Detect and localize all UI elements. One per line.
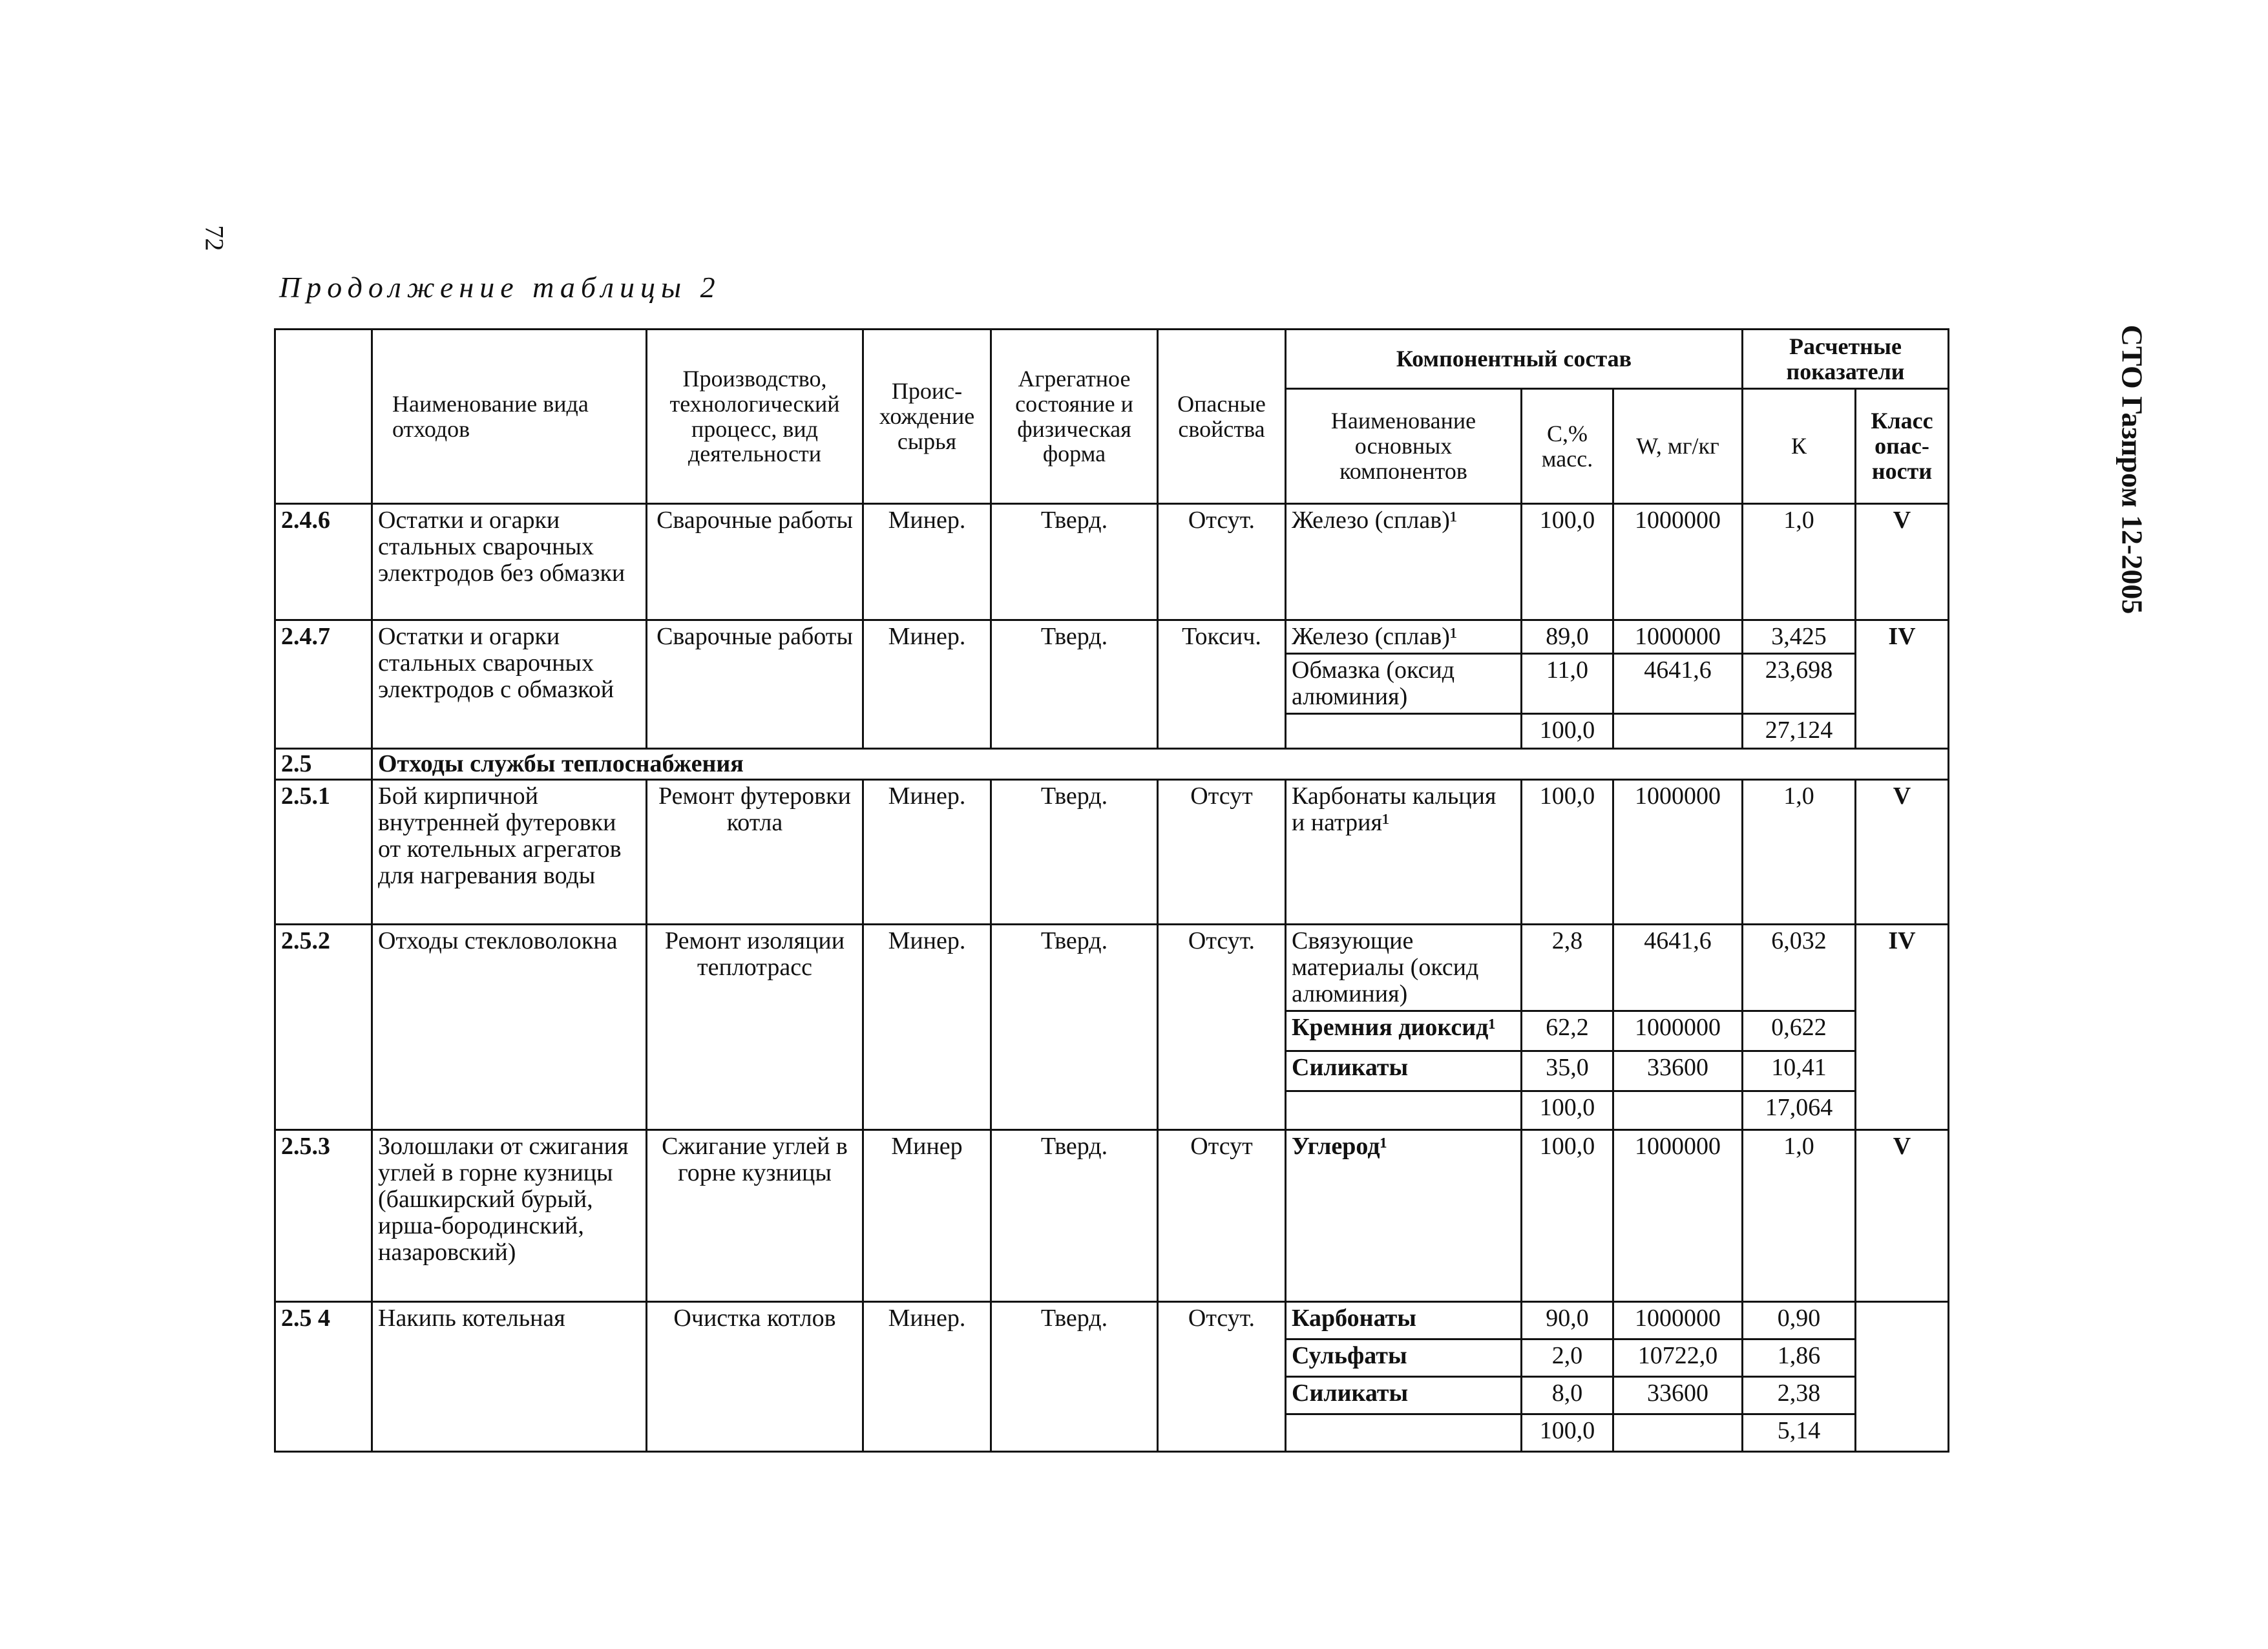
component-w: 4641,6: [1613, 925, 1743, 1011]
waste-table: [274, 328, 1949, 1453]
component-w: 1000000: [1613, 1130, 1743, 1302]
component-name: Карбонаты: [1286, 1302, 1522, 1339]
header-c-mass: С,% масс.: [1522, 389, 1613, 504]
component-c: 8,0: [1522, 1377, 1613, 1414]
total-k: 27,124: [1743, 714, 1856, 749]
row-origin: Минер.: [863, 504, 991, 620]
component-c: 2,0: [1522, 1339, 1613, 1377]
total-w: [1613, 1091, 1743, 1130]
row-state: Тверд.: [991, 504, 1158, 620]
total-c: 100,0: [1522, 714, 1613, 749]
component-w: 4641,6: [1613, 654, 1743, 714]
component-c: 62,2: [1522, 1011, 1613, 1051]
table-row: [275, 504, 1949, 620]
component-k: 0,622: [1743, 1011, 1856, 1051]
component-k: 3,425: [1743, 620, 1856, 654]
row-origin: Минер: [863, 1130, 991, 1302]
row-name: Отходы стекловолокна: [372, 925, 647, 1130]
header-row-1: [275, 330, 1949, 389]
row-code: 2.5.3: [275, 1130, 372, 1302]
component-name: Обмазка (оксид алюминия): [1286, 654, 1522, 714]
row-state: Тверд.: [991, 780, 1158, 925]
section-title: Отходы службы теплоснабжения: [372, 749, 1949, 780]
component-name: Карбонаты кальция и натрия¹: [1286, 780, 1522, 925]
row-code: 2.5.2: [275, 925, 372, 1130]
page-number: 72: [200, 225, 229, 251]
header-name: Наименование вида отходов: [372, 330, 647, 504]
component-k: 1,0: [1743, 780, 1856, 925]
component-name: Силикаты: [1286, 1051, 1522, 1091]
row-code: 2.5.1: [275, 780, 372, 925]
section-code: 2.5: [275, 749, 372, 780]
component-w: 33600: [1613, 1051, 1743, 1091]
component-name: Силикаты: [1286, 1377, 1522, 1414]
component-name: Связующие материалы (оксид алюминия): [1286, 925, 1522, 1011]
row-name: Остатки и огарки стальных сварочных электродов с обмазкой: [372, 620, 647, 749]
header-origin: Проис-хождение сырья: [863, 330, 991, 504]
header-production: Производство, технологический процесс, вид деятельности: [647, 330, 863, 504]
row-name: Бой кирпичной внутренней футеровки от котельных агрегатов для нагревания воды: [372, 780, 647, 925]
total-c: 100,0: [1522, 1091, 1613, 1130]
row-class: [1856, 1302, 1949, 1452]
header-state: Агрегатное состояние и физическая форма: [991, 330, 1158, 504]
component-k: 0,90: [1743, 1302, 1856, 1339]
row-name: Накипь котельная: [372, 1302, 647, 1452]
row-code: 2.5 4: [275, 1302, 372, 1452]
row-class: V: [1856, 1130, 1949, 1302]
row-production: Очистка котлов: [647, 1302, 863, 1452]
row-class: V: [1856, 780, 1949, 925]
component-w: 1000000: [1613, 1302, 1743, 1339]
component-k: 2,38: [1743, 1377, 1856, 1414]
component-c: 11,0: [1522, 654, 1613, 714]
row-origin: Минер.: [863, 620, 991, 749]
row-state: Тверд.: [991, 620, 1158, 749]
table-row: [275, 620, 1949, 654]
row-production: Сварочные работы: [647, 504, 863, 620]
total-w: [1613, 1414, 1743, 1452]
header-calc: Расчетные показатели: [1743, 330, 1949, 389]
table-row: [275, 1130, 1949, 1302]
component-c: 89,0: [1522, 620, 1613, 654]
table-caption: Продолжение таблицы 2: [279, 271, 721, 304]
component-k: 1,0: [1743, 504, 1856, 620]
component-w: 1000000: [1613, 504, 1743, 620]
row-production: Ремонт футеровки котла: [647, 780, 863, 925]
row-origin: Минер.: [863, 925, 991, 1130]
total-c: 100,0: [1522, 1414, 1613, 1452]
row-code: 2.4.6: [275, 504, 372, 620]
component-w: 1000000: [1613, 1011, 1743, 1051]
header-danger: Опасные свойства: [1158, 330, 1286, 504]
total-k: 5,14: [1743, 1414, 1856, 1452]
row-code: 2.4.7: [275, 620, 372, 749]
row-name: Остатки и огарки стальных сварочных электродов без обмазки: [372, 504, 647, 620]
header-code: [275, 330, 372, 504]
document-code: СТО Газпром 12-2005: [2116, 324, 2149, 614]
component-c: 100,0: [1522, 780, 1613, 925]
component-c: 100,0: [1522, 504, 1613, 620]
header-w: W, мг/кг: [1613, 389, 1743, 504]
component-k: 23,698: [1743, 654, 1856, 714]
row-class: IV: [1856, 925, 1949, 1130]
row-state: Тверд.: [991, 1302, 1158, 1452]
component-name: Железо (сплав)¹: [1286, 620, 1522, 654]
row-production: Ремонт изоляции теплотрасс: [647, 925, 863, 1130]
component-name: Сульфаты: [1286, 1339, 1522, 1377]
row-danger: Отсут.: [1158, 1302, 1286, 1452]
row-danger: Токсич.: [1158, 620, 1286, 749]
component-c: 100,0: [1522, 1130, 1613, 1302]
component-w: 1000000: [1613, 780, 1743, 925]
header-comp-name: Наименование основных компонентов: [1286, 389, 1522, 504]
component-name: [1286, 1091, 1522, 1130]
total-w: [1613, 714, 1743, 749]
component-w: 1000000: [1613, 620, 1743, 654]
component-k: 1,0: [1743, 1130, 1856, 1302]
component-c: 2,8: [1522, 925, 1613, 1011]
section-row: [275, 749, 1949, 780]
row-origin: Минер.: [863, 780, 991, 925]
component-name: Железо (сплав)¹: [1286, 504, 1522, 620]
row-danger: Отсут: [1158, 1130, 1286, 1302]
row-class: V: [1856, 504, 1949, 620]
row-danger: Отсут: [1158, 780, 1286, 925]
row-state: Тверд.: [991, 1130, 1158, 1302]
component-c: 35,0: [1522, 1051, 1613, 1091]
row-danger: Отсут.: [1158, 925, 1286, 1130]
row-class: IV: [1856, 620, 1949, 749]
component-k: 6,032: [1743, 925, 1856, 1011]
table-row: [275, 1302, 1949, 1339]
header-class: Класс опас-ности: [1856, 389, 1949, 504]
component-name: Углерод¹: [1286, 1130, 1522, 1302]
component-k: 10,41: [1743, 1051, 1856, 1091]
header-composition: Компонентный состав: [1286, 330, 1743, 389]
table-row: [275, 925, 1949, 1011]
component-k: 1,86: [1743, 1339, 1856, 1377]
component-name: [1286, 1414, 1522, 1452]
header-k: К: [1743, 389, 1856, 504]
table-row: [275, 780, 1949, 925]
row-state: Тверд.: [991, 925, 1158, 1130]
component-w: 33600: [1613, 1377, 1743, 1414]
component-name: [1286, 714, 1522, 749]
component-w: 10722,0: [1613, 1339, 1743, 1377]
row-name: Золошлаки от сжигания углей в горне кузницы (башкирский бурый, ирша-бородинский, назаровский): [372, 1130, 647, 1302]
component-c: 90,0: [1522, 1302, 1613, 1339]
row-danger: Отсут.: [1158, 504, 1286, 620]
component-name: Кремния диоксид¹: [1286, 1011, 1522, 1051]
row-origin: Минер.: [863, 1302, 991, 1452]
row-production: Сварочные работы: [647, 620, 863, 749]
total-k: 17,064: [1743, 1091, 1856, 1130]
row-production: Сжигание углей в горне кузницы: [647, 1130, 863, 1302]
